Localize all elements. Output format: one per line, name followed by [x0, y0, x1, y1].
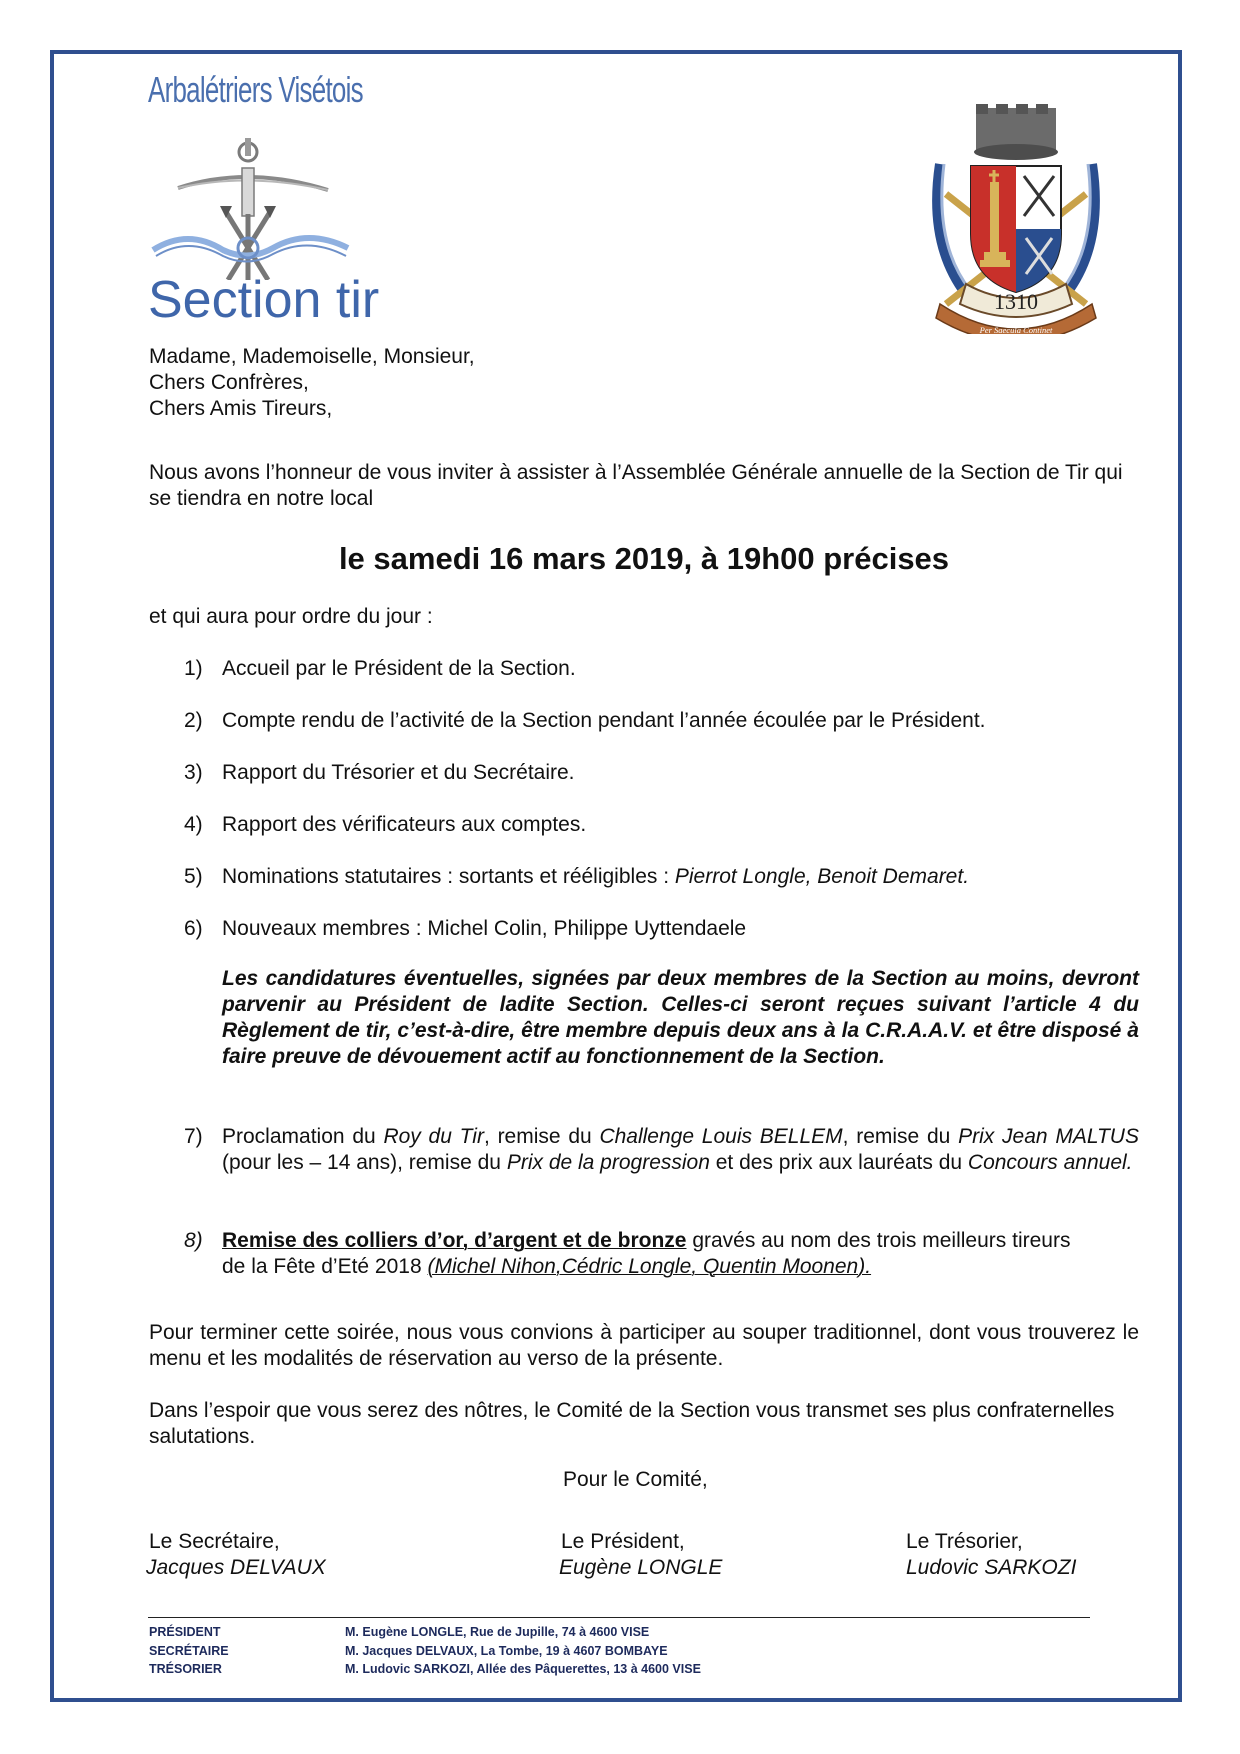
agenda-number: 4) — [184, 813, 203, 836]
agenda-number: 5) — [184, 865, 203, 888]
agenda-number: 7) — [184, 1125, 203, 1148]
agenda-names: Pierrot Longle, Benoit Demaret. — [674, 865, 970, 888]
signature-tresorier — [906, 1529, 1076, 1581]
collars-title: Remise des colliers d’or, d’argent et de bronze — [222, 1229, 687, 1252]
agenda-item-7 — [184, 1124, 1139, 1176]
agenda-text: Rapport des vérificateurs aux comptes. — [222, 813, 587, 836]
salutation-line: Madame, Mademoiselle, Monsieur, — [149, 345, 475, 368]
agenda-number: 2) — [184, 709, 203, 732]
text-part: (pour les – 14 ans), remise du — [222, 1151, 507, 1174]
footer-info: M. Eugène LONGLE, Rue de Jupille, 74 à 4600 VISE — [345, 1625, 650, 1639]
footer-role: TRÉSORIER — [149, 1662, 222, 1676]
footer-row — [149, 1623, 701, 1642]
text-part: , remise du — [483, 1125, 600, 1148]
closing-paragraph-1: Pour terminer cette soirée, nous vous convions à participer au souper traditionnel, dont vous trouverez le menu et les modalités de réservation au verso de la présente. — [149, 1321, 1139, 1370]
text-part: gravés au nom des trois meilleurs tireurs de la Fête d’Eté 2018 — [222, 1229, 1071, 1278]
agenda-text-7 — [222, 1124, 1139, 1176]
salutation-line: Chers Amis Tireurs, — [149, 397, 333, 420]
agenda-text: Rapport du Trésorier et du Secrétaire. — [222, 761, 575, 784]
text-part: Proclamation du — [222, 1125, 384, 1148]
agenda-item-2 — [184, 708, 1139, 734]
intro-paragraph: Nous avons l’honneur de vous inviter à assister à l’Assemblée Générale annuelle de la Section de Tir qui se tiendra en notre local — [149, 461, 1123, 510]
crossbow-emblem-icon — [148, 110, 356, 280]
footer-info: M. Jacques DELVAUX, La Tombe, 19 à 4607 BOMBAYE — [345, 1643, 668, 1658]
salutation-line: Chers Confrères, — [149, 371, 309, 394]
agenda-text: Nouveaux membres : Michel Colin, Philippe Uyttendaele — [222, 917, 747, 940]
award-name: Prix Jean MALTUS — [958, 1125, 1139, 1148]
closing-paragraph-2: Dans l’espoir que vous serez des nôtres, le Comité de la Section vous transmet ses plus confraternelles salutations. — [149, 1399, 1115, 1448]
logo-title: Arbalétriers Visétois — [148, 69, 363, 110]
signature-name: Jacques DELVAUX — [146, 1556, 326, 1579]
agenda-number: 3) — [184, 761, 203, 784]
agenda-item-4 — [184, 812, 1139, 838]
signature-secretaire — [146, 1529, 326, 1581]
footer-row — [149, 1642, 701, 1661]
agenda-item-5 — [184, 864, 1139, 890]
agenda-number: 6) — [184, 917, 203, 940]
award-name: Roy du Tir — [383, 1125, 484, 1148]
coat-of-arms-icon — [926, 104, 1104, 334]
footer-row — [149, 1660, 701, 1679]
crest-motto: Per Saecula Continet — [979, 325, 1053, 334]
signature-title: Le Trésorier, — [906, 1530, 1023, 1553]
agenda-item-3 — [184, 760, 1139, 786]
award-name: Challenge Louis BELLEM — [599, 1125, 843, 1148]
agenda-text: Compte rendu de l’activité de la Section pendant l’année écoulée par le Président. — [222, 709, 986, 732]
agenda-item-6 — [184, 916, 1139, 942]
agenda-text: Accueil par le Président de la Section. — [222, 657, 576, 680]
text-part: et des prix aux lauréats du — [709, 1151, 968, 1174]
signature-title: Le Président, — [561, 1530, 685, 1553]
footer-contacts — [149, 1623, 701, 1679]
signature-name: Eugène LONGLE — [559, 1556, 723, 1579]
text-part: , remise du — [842, 1125, 959, 1148]
award-name: Prix de la progression — [506, 1151, 710, 1174]
section-tir-logo — [148, 60, 380, 329]
agenda-number: 8) — [184, 1229, 203, 1252]
agenda-item-8 — [184, 1228, 1139, 1280]
winner-names: (Michel Nihon,Cédric Longle, Quentin Moonen). — [427, 1255, 872, 1278]
award-name: Concours annuel. — [967, 1151, 1133, 1174]
pour-le-comite: Pour le Comité, — [563, 1468, 708, 1491]
agenda-intro: et qui aura pour ordre du jour : — [149, 605, 433, 628]
agenda-item-1 — [184, 656, 1139, 682]
logo-subtitle: Section tir — [148, 271, 380, 329]
footer-role: PRÉSIDENT — [149, 1625, 221, 1639]
signature-name: Ludovic SARKOZI — [906, 1556, 1077, 1579]
coat-of-arms-logo — [926, 104, 1104, 334]
candidatures-note: Les candidatures éventuelles, signées par deux membres de la Section au moins, devront parvenir au Président de ladite Section. Celles-ci seront reçues suivant l’article 4 du Règlement de tir, c’est-à-dire, être membre depuis deux ans à la C.R.A.A.V. et être disposé à faire preuve de dévouement actif au fonctionnement de la Section. — [222, 967, 1139, 1068]
signature-title: Le Secrétaire, — [149, 1530, 280, 1553]
agenda-text: Nominations statutaires : sortants et rééligibles : — [222, 865, 675, 888]
signature-president — [561, 1529, 722, 1581]
footer-info: M. Ludovic SARKOZI, Allée des Pâquerettes, 13 à 4600 VISE — [345, 1662, 701, 1676]
agenda-text-8 — [222, 1228, 1082, 1280]
agenda-number: 1) — [184, 657, 203, 680]
footer-role: SECRÉTAIRE — [149, 1643, 229, 1658]
meeting-date: le samedi 16 mars 2019, à 19h00 précises — [338, 541, 950, 576]
crest-year: 1310 — [994, 289, 1038, 314]
footer-divider — [148, 1617, 1090, 1618]
salutation-block — [149, 344, 1139, 422]
